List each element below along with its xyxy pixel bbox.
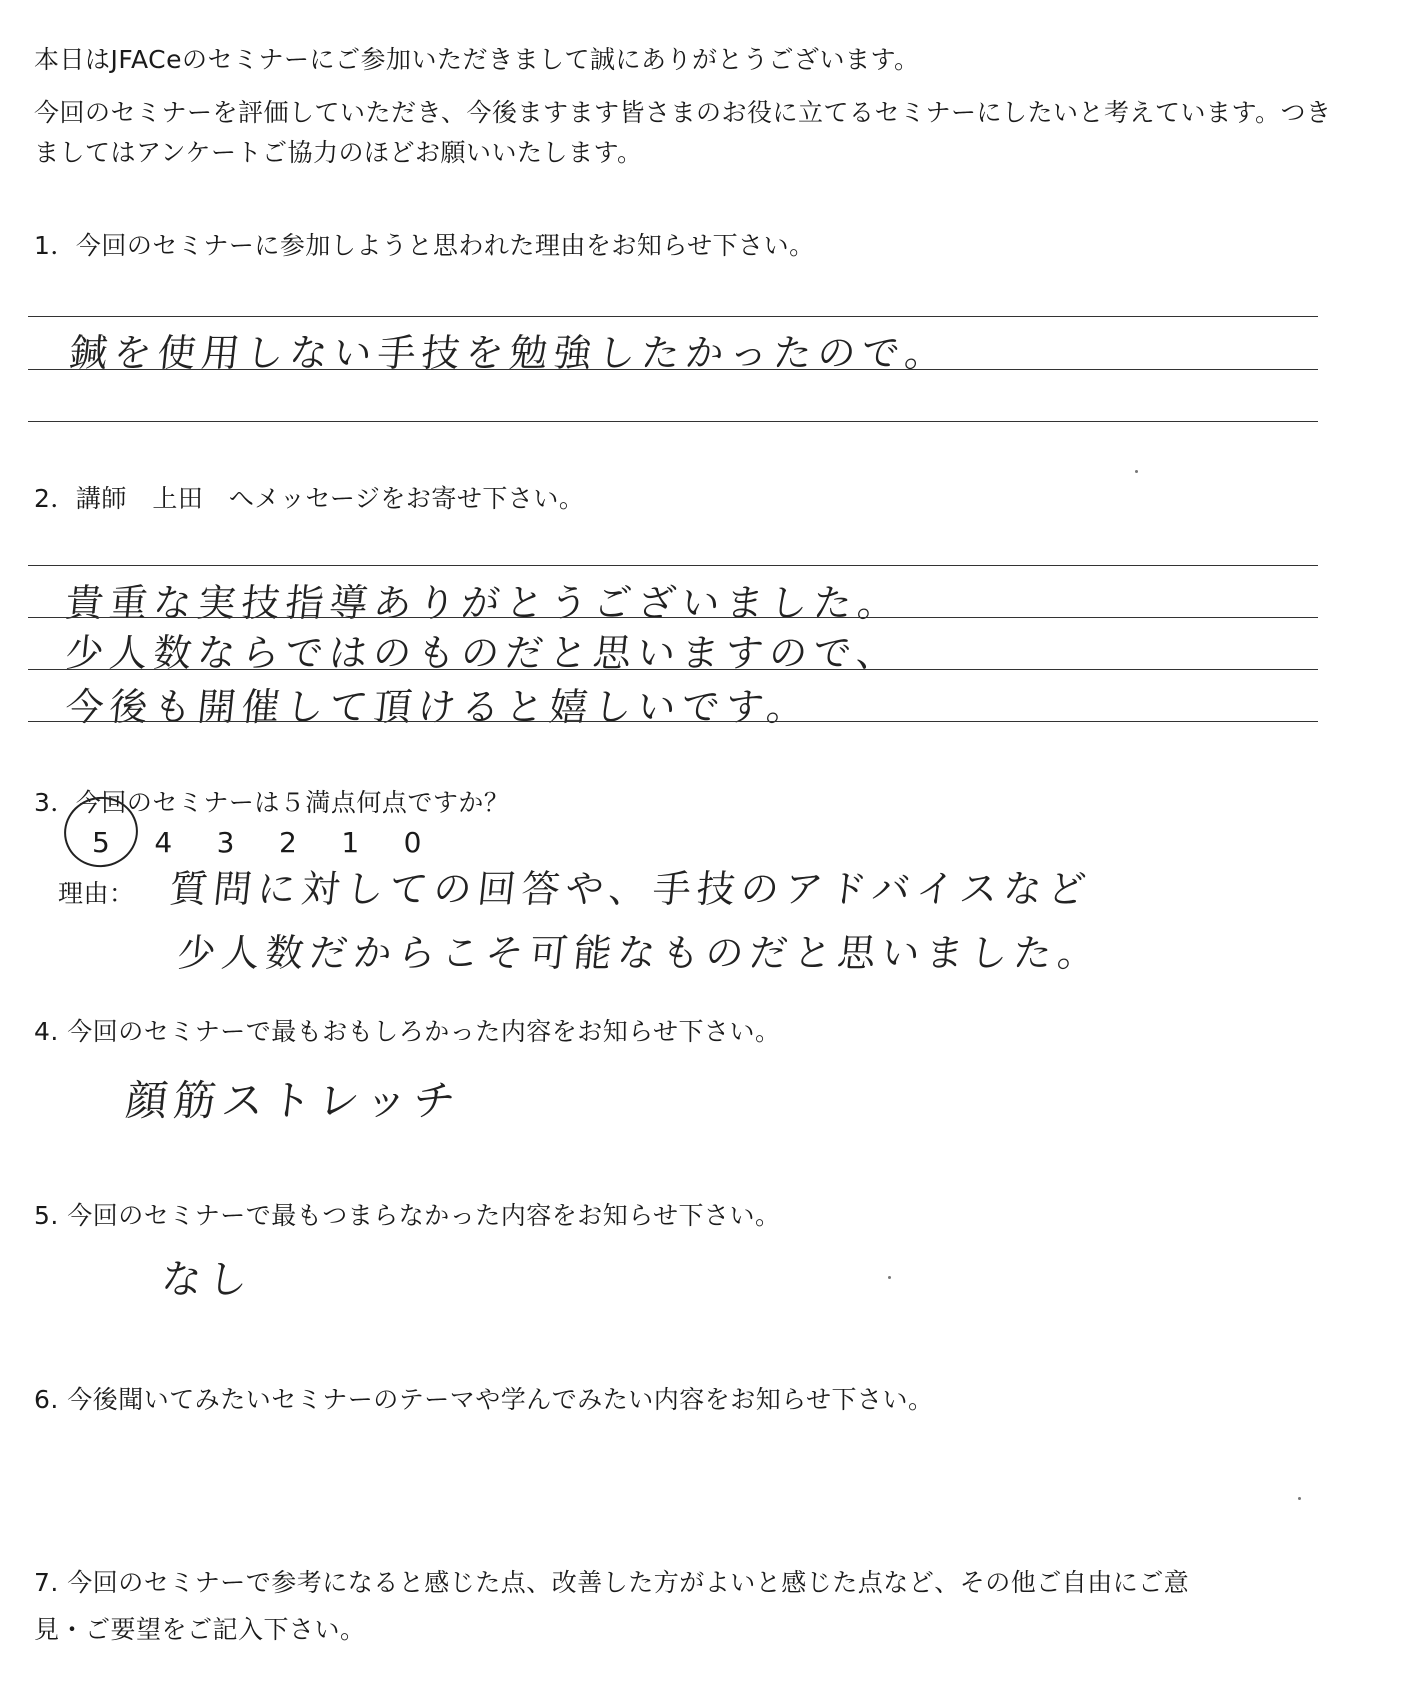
- q2-question: 2．講師 上田 へメッセージをお寄せ下さい。: [34, 484, 585, 513]
- q1-answer: 鍼を使用しない手技を勉強したかったので。: [67, 331, 952, 375]
- q2-rule-2: [28, 617, 1318, 618]
- q2-answer-line-3: 今後も開催して頂けると嬉しいです。: [63, 685, 813, 729]
- q2-rule-4: [28, 721, 1318, 722]
- q4-question: 4. 今回のセミナーで最もおもしろかった内容をお知らせ下さい。: [34, 1017, 781, 1046]
- score-3: 3: [216, 826, 235, 859]
- score-4: 4: [154, 826, 173, 859]
- scan-speck: [1298, 1497, 1301, 1500]
- intro-line-2: 今回のセミナーを評価していただき、今後ますます皆さまのお役に立てるセミナーにしたいと考えています。つき: [34, 98, 1332, 127]
- scan-speck: [888, 1276, 891, 1279]
- score-1: 1: [341, 826, 360, 859]
- q1-rule-2: [28, 369, 1318, 370]
- intro-line-1: 本日はJFACeのセミナーにご参加いただきまして誠にありがとうございます。: [34, 45, 920, 74]
- q4-answer: 顔筋ストレッチ: [123, 1076, 464, 1125]
- score-5: 5: [92, 826, 111, 859]
- q2-answer-line-2: 少人数ならではのものだと思いますので、: [63, 631, 903, 675]
- q2-answer-line-1: 貴重な実技指導ありがとうございました。: [63, 581, 904, 625]
- q7-question-line-1: 7. 今回のセミナーで参考になると感じた点、改善した方がよいと感じた点など、その他ご自由にご意: [34, 1568, 1190, 1597]
- score-0: 0: [403, 826, 422, 859]
- q3-reason-line-2: 少人数だからこそ可能なものだと思いました。: [175, 931, 1104, 975]
- q3-reason-label: 理由：: [58, 879, 135, 908]
- intro-line-3: ましてはアンケートご協力のほどお願いいたします。: [34, 138, 643, 167]
- q3-question: 3．今回のセミナーは５満点何点ですか？: [34, 788, 510, 817]
- q1-rule-1: [28, 316, 1318, 317]
- q2-rule-1: [28, 565, 1318, 566]
- q1-question: 1．今回のセミナーに参加しようと思われた理由をお知らせ下さい。: [34, 231, 815, 260]
- q5-answer: なし: [159, 1257, 257, 1303]
- q1-rule-3: [28, 421, 1318, 422]
- q7-question-line-2: 見・ご要望をご記入下さい。: [34, 1615, 366, 1644]
- score-2: 2: [278, 826, 298, 859]
- q2-rule-3: [28, 669, 1318, 670]
- scan-speck: [1135, 470, 1138, 473]
- q3-reason-line-1: 質問に対しての回答や、手技のアドバイスなど: [167, 867, 1095, 911]
- q6-question: 6. 今後聞いてみたいセミナーのテーマや学んでみたい内容をお知らせ下さい。: [34, 1385, 934, 1414]
- q5-question: 5. 今回のセミナーで最もつまらなかった内容をお知らせ下さい。: [34, 1201, 781, 1230]
- q3-score-options: [92, 826, 422, 859]
